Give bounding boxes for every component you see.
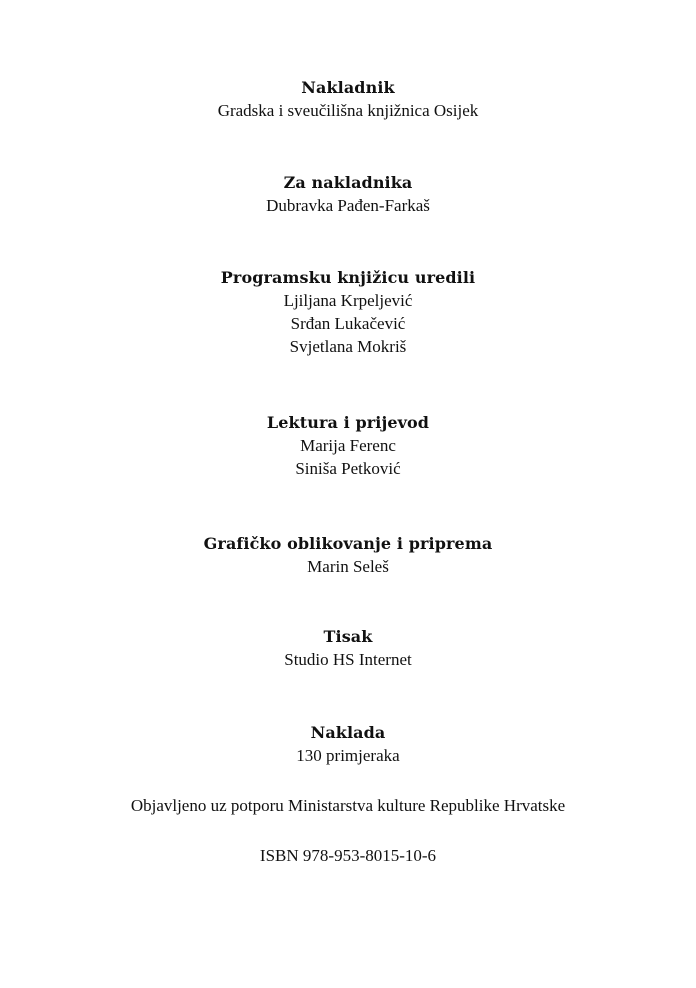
publisher-heading: Nakladnik <box>301 78 395 97</box>
proofreader-name: Marija Ferenc <box>300 436 396 455</box>
editors-section <box>0 267 696 358</box>
proofreading-heading: Lektura i prijevod <box>266 413 430 432</box>
publisher-section <box>0 77 696 122</box>
design-heading: Grafičko oblikovanje i priprema <box>203 534 493 553</box>
edition-count: 130 primjeraka <box>296 746 400 765</box>
editors-heading: Programsku knjižicu uredili <box>220 268 476 287</box>
editor-name: Srđan Lukačević <box>290 314 406 333</box>
publisher-name: Gradska i sveučilišna knjižnica Osijek <box>217 101 479 120</box>
editor-name: Ljiljana Krpeljević <box>283 291 413 310</box>
print-section <box>0 626 696 671</box>
edition-section <box>0 722 696 767</box>
designer-name: Marin Seleš <box>307 557 389 576</box>
edition-heading: Naklada <box>310 723 386 742</box>
print-heading: Tisak <box>323 627 373 646</box>
for-publisher-heading: Za nakladnika <box>283 173 413 192</box>
isbn-number: ISBN 978-953-8015-10-6 <box>259 846 437 865</box>
isbn-section <box>0 844 696 867</box>
editor-name: Svjetlana Mokriš <box>289 337 407 356</box>
support-note: Objavljeno uz potporu Ministarstva kulture Republike Hrvatske <box>130 796 566 815</box>
proofreading-section <box>0 412 696 480</box>
for-publisher-section <box>0 172 696 217</box>
printer-name: Studio HS Internet <box>284 650 412 669</box>
design-section <box>0 533 696 578</box>
support-section <box>0 794 696 817</box>
for-publisher-name: Dubravka Pađen-Farkaš <box>266 196 430 215</box>
proofreader-name: Siniša Petković <box>295 459 401 478</box>
